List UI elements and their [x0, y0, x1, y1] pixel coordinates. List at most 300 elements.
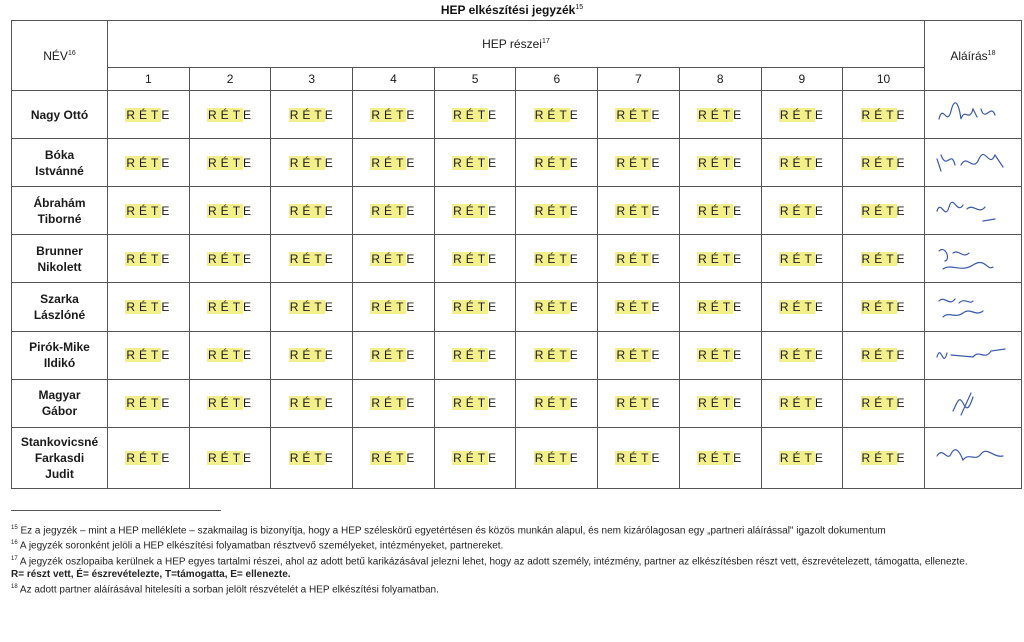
mark-t[interactable]: T [232, 251, 243, 266]
mark-e[interactable]: E [406, 348, 417, 363]
mark-r[interactable]: R [779, 251, 791, 266]
mark-e-acute[interactable]: É [547, 251, 558, 266]
mark-e-acute[interactable]: É [547, 203, 558, 218]
mark-e[interactable]: E [406, 299, 417, 314]
rete-cell[interactable] [598, 427, 680, 488]
mark-r[interactable]: R [126, 299, 137, 314]
mark-e[interactable]: E [243, 155, 254, 170]
mark-r[interactable]: R [289, 396, 301, 411]
rete-cell[interactable] [516, 379, 598, 427]
mark-t[interactable]: T [396, 251, 406, 266]
mark-e[interactable]: E [243, 396, 254, 411]
mark-e[interactable]: E [569, 450, 580, 465]
rete-cell[interactable] [434, 235, 516, 283]
rete-cell[interactable] [516, 187, 598, 235]
mark-e-acute[interactable]: É [792, 299, 803, 314]
rete-cell[interactable] [271, 331, 353, 379]
mark-e-acute[interactable]: É [792, 348, 803, 363]
mark-e-acute[interactable]: É [465, 348, 476, 363]
rete-cell[interactable] [516, 139, 598, 187]
rete-cell[interactable] [679, 379, 761, 427]
mark-e[interactable]: E [324, 203, 335, 218]
rete-cell[interactable] [843, 427, 925, 488]
mark-e-acute[interactable]: É [792, 251, 803, 266]
mark-e-acute[interactable]: É [220, 299, 231, 314]
mark-r[interactable]: R [453, 299, 464, 314]
mark-r[interactable]: R [453, 251, 464, 266]
mark-r[interactable]: R [779, 155, 791, 170]
mark-t[interactable]: T [641, 251, 651, 266]
mark-t[interactable]: T [804, 396, 814, 411]
mark-t[interactable]: T [641, 450, 651, 465]
mark-e[interactable]: E [161, 450, 172, 465]
rete-cell[interactable] [108, 427, 190, 488]
rete-cell[interactable] [189, 331, 271, 379]
mark-e-acute[interactable]: É [384, 396, 395, 411]
mark-t[interactable]: T [559, 107, 569, 122]
mark-t[interactable]: T [722, 155, 733, 170]
mark-e[interactable]: E [896, 203, 907, 218]
mark-e-acute[interactable]: É [384, 107, 395, 122]
mark-e-acute[interactable]: É [629, 107, 640, 122]
mark-t[interactable]: T [232, 155, 243, 170]
mark-r[interactable]: R [126, 251, 137, 266]
mark-e-acute[interactable]: É [874, 450, 885, 465]
rete-cell[interactable] [108, 283, 190, 331]
mark-e-acute[interactable]: É [138, 450, 149, 465]
mark-t[interactable]: T [804, 203, 814, 218]
rete-cell[interactable] [761, 331, 843, 379]
mark-e[interactable]: E [569, 155, 580, 170]
mark-e-acute[interactable]: É [710, 450, 721, 465]
mark-r[interactable]: R [861, 299, 873, 314]
mark-r[interactable]: R [208, 450, 219, 465]
rete-cell[interactable] [598, 379, 680, 427]
mark-e[interactable]: E [488, 107, 499, 122]
rete-cell[interactable] [761, 139, 843, 187]
mark-r[interactable]: R [779, 450, 791, 465]
mark-e-acute[interactable]: É [547, 155, 558, 170]
rete-cell[interactable] [434, 187, 516, 235]
mark-e-acute[interactable]: É [220, 348, 231, 363]
mark-e-acute[interactable]: É [302, 203, 313, 218]
mark-t[interactable]: T [477, 348, 488, 363]
mark-r[interactable]: R [289, 251, 301, 266]
mark-e-acute[interactable]: É [384, 299, 395, 314]
mark-t[interactable]: T [559, 348, 569, 363]
mark-t[interactable]: T [641, 203, 651, 218]
mark-e[interactable]: E [161, 203, 172, 218]
mark-t[interactable]: T [722, 396, 733, 411]
mark-r[interactable]: R [289, 203, 301, 218]
rete-cell[interactable] [843, 379, 925, 427]
mark-t[interactable]: T [559, 203, 569, 218]
mark-t[interactable]: T [722, 107, 733, 122]
mark-e-acute[interactable]: É [710, 348, 721, 363]
mark-t[interactable]: T [804, 450, 814, 465]
mark-r[interactable]: R [779, 203, 791, 218]
mark-e[interactable]: E [733, 299, 744, 314]
mark-r[interactable]: R [534, 396, 546, 411]
mark-t[interactable]: T [559, 299, 569, 314]
mark-e-acute[interactable]: É [138, 251, 149, 266]
mark-e[interactable]: E [406, 203, 417, 218]
mark-r[interactable]: R [126, 396, 137, 411]
mark-r[interactable]: R [698, 450, 709, 465]
mark-t[interactable]: T [886, 299, 896, 314]
rete-cell[interactable] [189, 427, 271, 488]
mark-e[interactable]: E [243, 450, 254, 465]
mark-e-acute[interactable]: É [874, 299, 885, 314]
mark-t[interactable]: T [314, 155, 324, 170]
mark-e[interactable]: E [651, 251, 662, 266]
mark-r[interactable]: R [861, 203, 873, 218]
mark-e[interactable]: E [324, 348, 335, 363]
mark-t[interactable]: T [886, 348, 896, 363]
mark-e[interactable]: E [814, 203, 825, 218]
mark-e-acute[interactable]: É [302, 450, 313, 465]
mark-r[interactable]: R [698, 396, 709, 411]
rete-cell[interactable] [353, 187, 435, 235]
rete-cell[interactable] [843, 91, 925, 139]
mark-e-acute[interactable]: É [874, 155, 885, 170]
mark-t[interactable]: T [886, 450, 896, 465]
rete-cell[interactable] [189, 379, 271, 427]
mark-t[interactable]: T [886, 203, 896, 218]
mark-t[interactable]: T [151, 251, 161, 266]
rete-cell[interactable] [679, 187, 761, 235]
rete-cell[interactable] [761, 427, 843, 488]
mark-e-acute[interactable]: É [138, 203, 149, 218]
mark-e[interactable]: E [814, 450, 825, 465]
mark-t[interactable]: T [396, 348, 406, 363]
mark-e-acute[interactable]: É [710, 396, 721, 411]
mark-e[interactable]: E [814, 396, 825, 411]
rete-cell[interactable] [189, 139, 271, 187]
mark-r[interactable]: R [453, 203, 464, 218]
rete-cell[interactable] [353, 331, 435, 379]
mark-r[interactable]: R [208, 203, 219, 218]
mark-e-acute[interactable]: É [629, 155, 640, 170]
rete-cell[interactable] [353, 427, 435, 488]
rete-cell[interactable] [516, 91, 598, 139]
rete-cell[interactable] [108, 235, 190, 283]
mark-e-acute[interactable]: É [629, 396, 640, 411]
mark-e-acute[interactable]: É [710, 251, 721, 266]
mark-e[interactable]: E [569, 348, 580, 363]
mark-e[interactable]: E [896, 299, 907, 314]
mark-r[interactable]: R [534, 203, 546, 218]
mark-e[interactable]: E [733, 203, 744, 218]
mark-t[interactable]: T [314, 107, 324, 122]
mark-r[interactable]: R [371, 396, 383, 411]
mark-e[interactable]: E [814, 299, 825, 314]
mark-r[interactable]: R [126, 450, 137, 465]
mark-e[interactable]: E [324, 299, 335, 314]
rete-cell[interactable] [434, 283, 516, 331]
mark-e[interactable]: E [733, 155, 744, 170]
mark-t[interactable]: T [477, 450, 488, 465]
mark-t[interactable]: T [559, 155, 569, 170]
mark-t[interactable]: T [722, 251, 733, 266]
mark-e-acute[interactable]: É [710, 203, 721, 218]
mark-t[interactable]: T [151, 450, 161, 465]
mark-r[interactable]: R [289, 348, 301, 363]
mark-e[interactable]: E [896, 251, 907, 266]
mark-e[interactable]: E [406, 251, 417, 266]
mark-e-acute[interactable]: É [547, 450, 558, 465]
mark-t[interactable]: T [396, 299, 406, 314]
mark-r[interactable]: R [616, 251, 628, 266]
mark-e[interactable]: E [896, 107, 907, 122]
mark-e-acute[interactable]: É [710, 299, 721, 314]
rete-cell[interactable] [434, 379, 516, 427]
mark-e-acute[interactable]: É [629, 348, 640, 363]
mark-t[interactable]: T [641, 396, 651, 411]
rete-cell[interactable] [271, 187, 353, 235]
mark-r[interactable]: R [861, 450, 873, 465]
mark-e-acute[interactable]: É [302, 155, 313, 170]
mark-e[interactable]: E [243, 107, 254, 122]
mark-t[interactable]: T [477, 396, 488, 411]
mark-r[interactable]: R [371, 251, 383, 266]
mark-r[interactable]: R [616, 107, 628, 122]
mark-r[interactable]: R [698, 299, 709, 314]
mark-e[interactable]: E [324, 396, 335, 411]
mark-e-acute[interactable]: É [710, 107, 721, 122]
mark-t[interactable]: T [559, 450, 569, 465]
rete-cell[interactable] [516, 331, 598, 379]
mark-r[interactable]: R [861, 396, 873, 411]
mark-t[interactable]: T [232, 348, 243, 363]
mark-e[interactable]: E [161, 396, 172, 411]
mark-t[interactable]: T [477, 155, 488, 170]
mark-e[interactable]: E [161, 348, 172, 363]
mark-t[interactable]: T [559, 396, 569, 411]
rete-cell[interactable] [598, 331, 680, 379]
mark-e[interactable]: E [651, 203, 662, 218]
rete-cell[interactable] [679, 427, 761, 488]
mark-e[interactable]: E [814, 348, 825, 363]
mark-t[interactable]: T [886, 396, 896, 411]
rete-cell[interactable] [434, 427, 516, 488]
rete-cell[interactable] [516, 235, 598, 283]
mark-t[interactable]: T [641, 348, 651, 363]
mark-e-acute[interactable]: É [465, 107, 476, 122]
rete-cell[interactable] [761, 283, 843, 331]
mark-r[interactable]: R [616, 348, 628, 363]
mark-e-acute[interactable]: É [547, 299, 558, 314]
mark-e-acute[interactable]: É [874, 251, 885, 266]
mark-e-acute[interactable]: É [629, 299, 640, 314]
mark-e-acute[interactable]: É [138, 396, 149, 411]
mark-e-acute[interactable]: É [302, 251, 313, 266]
mark-e-acute[interactable]: É [384, 450, 395, 465]
mark-r[interactable]: R [779, 299, 791, 314]
mark-t[interactable]: T [396, 155, 406, 170]
rete-cell[interactable] [598, 139, 680, 187]
mark-r[interactable]: R [534, 299, 546, 314]
mark-t[interactable]: T [477, 251, 488, 266]
mark-e-acute[interactable]: É [302, 299, 313, 314]
mark-t[interactable]: T [232, 396, 243, 411]
mark-r[interactable]: R [534, 450, 546, 465]
mark-e[interactable]: E [896, 396, 907, 411]
mark-e[interactable]: E [488, 348, 499, 363]
mark-r[interactable]: R [371, 348, 383, 363]
mark-t[interactable]: T [804, 299, 814, 314]
rete-cell[interactable] [271, 235, 353, 283]
mark-e[interactable]: E [324, 107, 335, 122]
mark-t[interactable]: T [314, 251, 324, 266]
mark-e[interactable]: E [569, 299, 580, 314]
mark-e-acute[interactable]: É [220, 203, 231, 218]
mark-t[interactable]: T [886, 107, 896, 122]
rete-cell[interactable] [189, 283, 271, 331]
mark-e-acute[interactable]: É [138, 299, 149, 314]
mark-e[interactable]: E [406, 396, 417, 411]
mark-r[interactable]: R [698, 155, 709, 170]
rete-cell[interactable] [598, 91, 680, 139]
mark-e[interactable]: E [406, 107, 417, 122]
mark-e-acute[interactable]: É [465, 251, 476, 266]
rete-cell[interactable] [843, 187, 925, 235]
mark-t[interactable]: T [314, 450, 324, 465]
rete-cell[interactable] [353, 139, 435, 187]
mark-t[interactable]: T [886, 155, 896, 170]
mark-e[interactable]: E [488, 396, 499, 411]
mark-e[interactable]: E [569, 396, 580, 411]
mark-r[interactable]: R [208, 396, 219, 411]
mark-t[interactable]: T [477, 203, 488, 218]
mark-e-acute[interactable]: É [874, 203, 885, 218]
mark-e[interactable]: E [896, 155, 907, 170]
mark-r[interactable]: R [126, 155, 137, 170]
mark-t[interactable]: T [151, 107, 161, 122]
mark-t[interactable]: T [232, 107, 243, 122]
mark-e[interactable]: E [569, 203, 580, 218]
mark-e[interactable]: E [243, 203, 254, 218]
mark-e[interactable]: E [243, 251, 254, 266]
mark-e-acute[interactable]: É [792, 155, 803, 170]
mark-e-acute[interactable]: É [792, 107, 803, 122]
mark-e[interactable]: E [161, 299, 172, 314]
mark-r[interactable]: R [453, 107, 464, 122]
mark-e-acute[interactable]: É [384, 251, 395, 266]
mark-t[interactable]: T [477, 299, 488, 314]
mark-t[interactable]: T [314, 299, 324, 314]
mark-r[interactable]: R [698, 203, 709, 218]
mark-e[interactable]: E [243, 299, 254, 314]
mark-e[interactable]: E [161, 107, 172, 122]
mark-r[interactable]: R [453, 396, 464, 411]
mark-r[interactable]: R [289, 450, 301, 465]
rete-cell[interactable] [843, 331, 925, 379]
mark-e[interactable]: E [733, 348, 744, 363]
mark-e-acute[interactable]: É [465, 396, 476, 411]
mark-r[interactable]: R [534, 348, 546, 363]
mark-e[interactable]: E [488, 251, 499, 266]
mark-r[interactable]: R [861, 155, 873, 170]
rete-cell[interactable] [271, 91, 353, 139]
rete-cell[interactable] [679, 283, 761, 331]
mark-r[interactable]: R [698, 251, 709, 266]
mark-e-acute[interactable]: É [465, 203, 476, 218]
mark-t[interactable]: T [151, 396, 161, 411]
mark-t[interactable]: T [232, 203, 243, 218]
rete-cell[interactable] [761, 379, 843, 427]
mark-e[interactable]: E [814, 155, 825, 170]
mark-e-acute[interactable]: É [629, 203, 640, 218]
rete-cell[interactable] [108, 331, 190, 379]
rete-cell[interactable] [761, 187, 843, 235]
rete-cell[interactable] [516, 427, 598, 488]
mark-e[interactable]: E [406, 155, 417, 170]
mark-t[interactable]: T [804, 348, 814, 363]
mark-e-acute[interactable]: É [138, 107, 149, 122]
mark-r[interactable]: R [534, 107, 546, 122]
mark-e[interactable]: E [488, 450, 499, 465]
mark-r[interactable]: R [616, 450, 628, 465]
mark-t[interactable]: T [804, 251, 814, 266]
mark-e-acute[interactable]: É [874, 348, 885, 363]
mark-r[interactable]: R [453, 450, 464, 465]
mark-e[interactable]: E [488, 299, 499, 314]
mark-t[interactable]: T [314, 203, 324, 218]
rete-cell[interactable] [271, 139, 353, 187]
mark-e-acute[interactable]: É [792, 450, 803, 465]
mark-r[interactable]: R [371, 155, 383, 170]
rete-cell[interactable] [516, 283, 598, 331]
mark-t[interactable]: T [396, 450, 406, 465]
mark-r[interactable]: R [861, 348, 873, 363]
mark-e[interactable]: E [733, 107, 744, 122]
rete-cell[interactable] [679, 91, 761, 139]
mark-t[interactable]: T [722, 203, 733, 218]
mark-r[interactable]: R [208, 251, 219, 266]
mark-t[interactable]: T [396, 203, 406, 218]
mark-t[interactable]: T [559, 251, 569, 266]
rete-cell[interactable] [108, 379, 190, 427]
mark-t[interactable]: T [641, 155, 651, 170]
mark-e-acute[interactable]: É [220, 155, 231, 170]
mark-r[interactable]: R [616, 299, 628, 314]
mark-e[interactable]: E [651, 348, 662, 363]
mark-e-acute[interactable]: É [547, 396, 558, 411]
rete-cell[interactable] [843, 235, 925, 283]
mark-r[interactable]: R [289, 155, 301, 170]
mark-e[interactable]: E [733, 396, 744, 411]
rete-cell[interactable] [598, 283, 680, 331]
rete-cell[interactable] [189, 235, 271, 283]
mark-t[interactable]: T [804, 107, 814, 122]
rete-cell[interactable] [271, 283, 353, 331]
mark-e-acute[interactable]: É [384, 203, 395, 218]
mark-e-acute[interactable]: É [792, 396, 803, 411]
mark-e[interactable]: E [324, 251, 335, 266]
mark-e-acute[interactable]: É [302, 107, 313, 122]
mark-e-acute[interactable]: É [547, 107, 558, 122]
mark-e[interactable]: E [896, 348, 907, 363]
mark-e[interactable]: E [651, 107, 662, 122]
mark-t[interactable]: T [232, 299, 243, 314]
mark-r[interactable]: R [208, 155, 219, 170]
mark-t[interactable]: T [886, 251, 896, 266]
mark-e-acute[interactable]: É [138, 348, 149, 363]
mark-e-acute[interactable]: É [384, 155, 395, 170]
mark-e[interactable]: E [324, 450, 335, 465]
mark-t[interactable]: T [314, 396, 324, 411]
